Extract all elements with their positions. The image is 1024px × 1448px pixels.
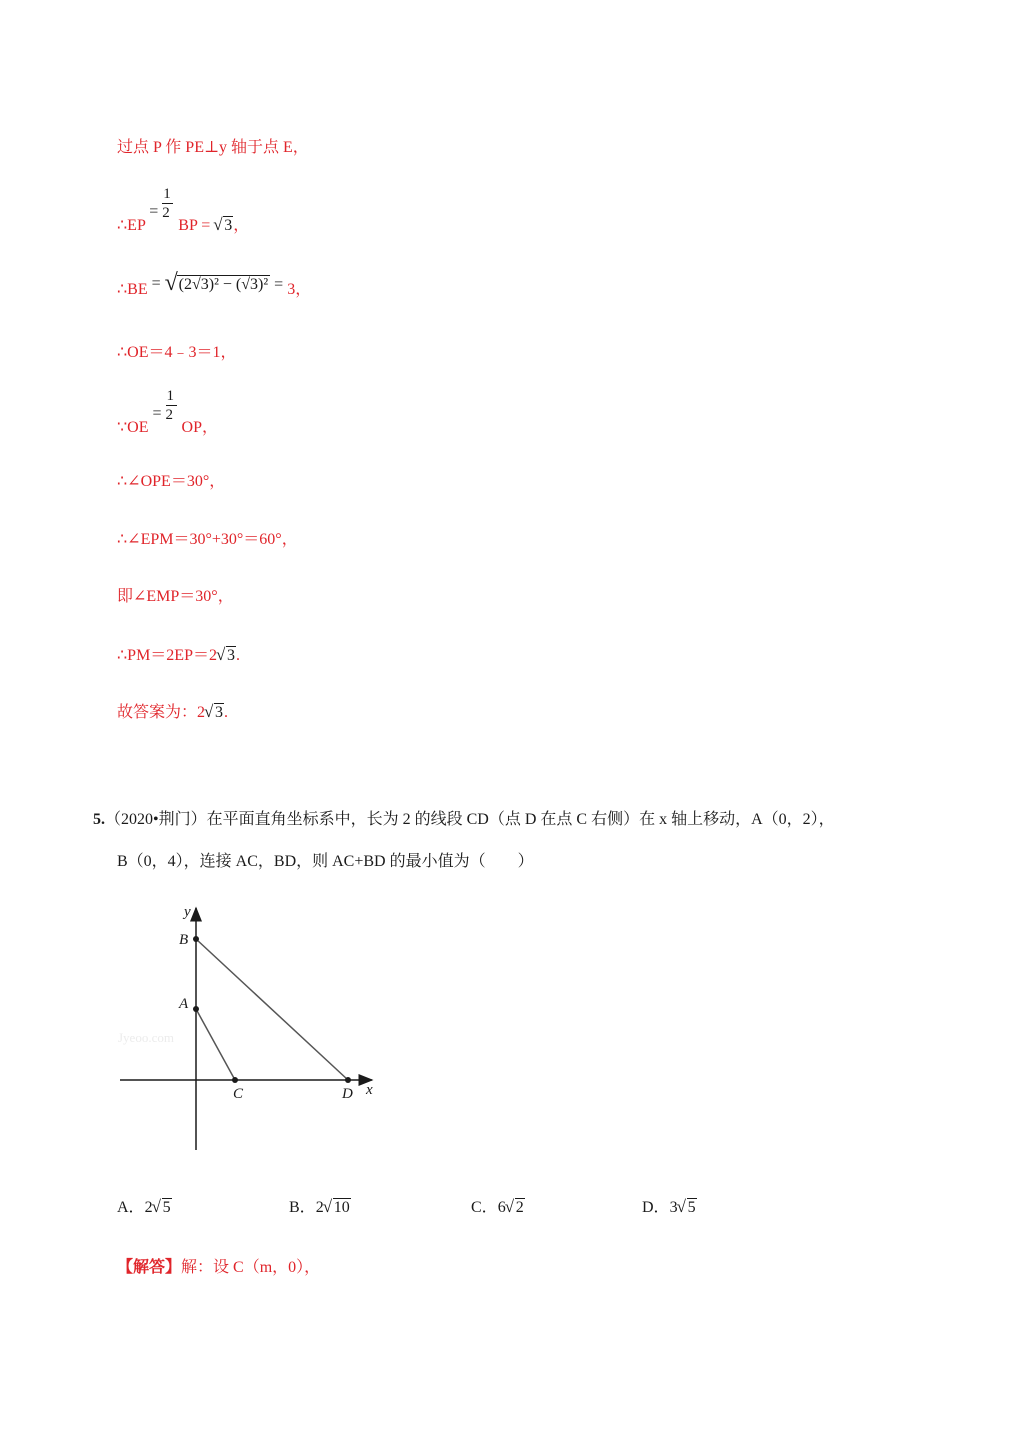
solution-line-3: ∴BE = √ (2√3)² − (√3)² = 3， — [117, 276, 311, 299]
fraction-half: $\frac{1}{2}$ — [162, 214, 174, 230]
solution-line-4: ∴OE＝4﹣3＝1， — [117, 344, 237, 361]
segment-ac — [196, 1009, 235, 1080]
sqrt-3: √ 3 — [214, 217, 233, 235]
solution-line-8: 即∠EMP＝30°， — [117, 588, 234, 605]
option-c[interactable]: C．6√ 2 — [471, 1194, 525, 1217]
solution-line-10: 故答案为：2√ 3. — [117, 699, 228, 722]
question-text-1: 在平面直角坐标系中，长为 2 的线段 CD（点 D 在点 C 右侧）在 x 轴上移动，A（0，2）， — [206, 811, 835, 828]
solution-line-6: ∴∠OPE＝30°， — [117, 473, 226, 490]
fraction-half: $\frac{1}{2}$ — [166, 416, 178, 432]
solution-line-7: ∴∠EPM＝30°+30°＝60°， — [117, 531, 298, 548]
point-b — [193, 936, 199, 942]
watermark: Jyeoo.com — [118, 1030, 174, 1045]
answer-text: 解：设 C（m，0）， — [181, 1259, 321, 1276]
sqrt-3: √ 3 — [205, 704, 224, 722]
line2-prefix: ∴EP — [117, 217, 146, 234]
solution-line-5: ∵OE = $\frac{1}{2}$ OP， — [117, 388, 219, 436]
solution-line-9: ∴PM＝2EP＝2√ 3. — [117, 642, 240, 665]
label-x: x — [366, 1082, 373, 1098]
answer-line — [117, 1254, 320, 1277]
label-c: C — [233, 1086, 244, 1102]
question-number: 5. — [93, 811, 105, 828]
label-d: D — [342, 1086, 353, 1102]
label-a: A — [179, 996, 189, 1012]
answer-tag: 【解答】 — [117, 1259, 182, 1276]
label-y: y — [184, 904, 191, 920]
sqrt-expression: √ (2√3)² − (√3)² — [165, 276, 271, 294]
line2-suffix: BP = — [178, 217, 215, 234]
coordinate-figure — [110, 898, 390, 1158]
option-d[interactable]: D．3√ 5 — [642, 1194, 697, 1217]
point-d — [345, 1077, 351, 1083]
question-5-line-2: B（0，4），连接 AC，BD，则 AC+BD 的最小值为（ ） — [117, 853, 534, 870]
segment-bd — [196, 939, 348, 1080]
point-a — [193, 1006, 199, 1012]
option-a[interactable]: A．2√ 5 — [117, 1194, 172, 1217]
point-c — [232, 1077, 238, 1083]
solution-line-1: 过点 P 作 PE⊥y 轴于点 E， — [117, 139, 309, 156]
option-b[interactable]: B．2√ 10 — [289, 1194, 351, 1217]
question-source: （2020•荆门） — [105, 811, 207, 828]
solution-line-2: ∴EP = $\frac{1}{2}$ BP = √ 3， — [117, 212, 249, 235]
label-b: B — [179, 932, 189, 948]
sqrt-3: √ 3 — [217, 647, 236, 665]
question-5-line-1 — [93, 806, 835, 829]
